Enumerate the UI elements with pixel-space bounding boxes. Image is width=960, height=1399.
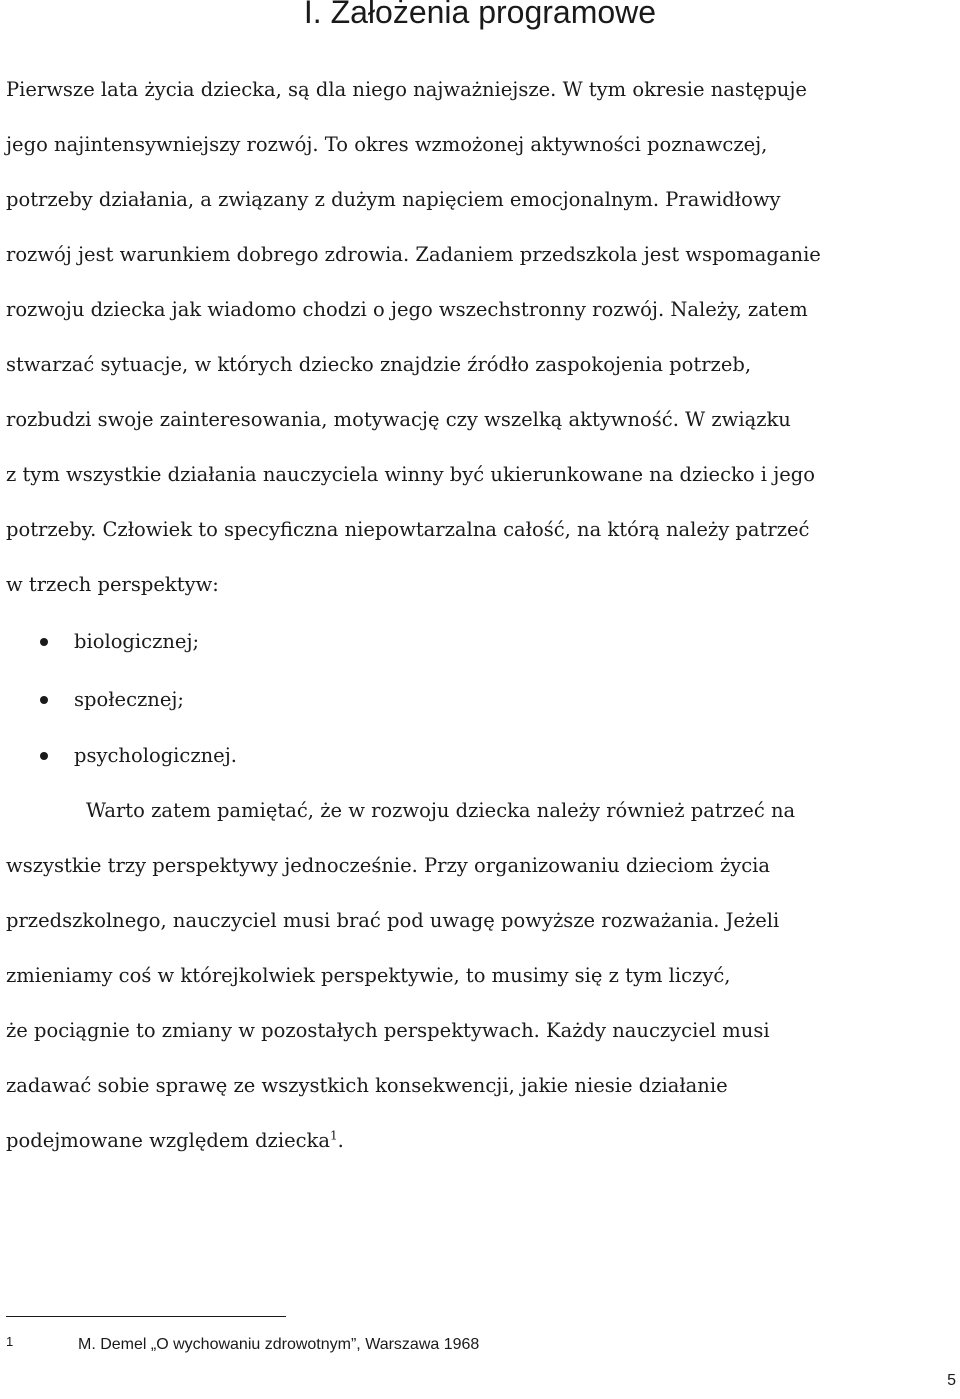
bullet-icon: [40, 696, 48, 704]
footnote-separator: [6, 1316, 286, 1317]
text-fragment: podejmowane względem dziecka: [6, 1129, 330, 1152]
text-line: że pociągnie to zmiany w pozostałych perspektywach. Każdy nauczyciel musi: [6, 1019, 770, 1042]
text-line: rozwój jest warunkiem dobrego zdrowia. Zadaniem przedszkola jest wspomaganie: [6, 243, 821, 266]
footnote-reference[interactable]: 1: [329, 1128, 338, 1143]
list-item-label: społecznej;: [74, 688, 185, 711]
text-line: potrzeby. Człowiek to specyficzna niepowtarzalna całość, na którą należy patrzeć: [6, 518, 810, 541]
page-number: 5: [947, 1372, 956, 1389]
text-line: stwarzać sytuacje, w których dziecko znajdzie źródło zaspokojenia potrzeb,: [6, 353, 752, 376]
text-fragment: .: [337, 1129, 344, 1152]
text-line: przedszkolnego, nauczyciel musi brać pod uwagę powyższe rozważania. Jeżeli: [6, 909, 780, 932]
bullet-icon: [40, 752, 48, 760]
list-item-label: psychologicznej.: [74, 744, 237, 767]
text-line: z tym wszystkie działania nauczyciela winny być ukierunkowane na dziecko i jego: [6, 463, 816, 486]
section-heading: I. Założenia programowe: [303, 0, 657, 30]
text-line: wszystkie trzy perspektywy jednocześnie. Przy organizowaniu dzieciom życia: [6, 854, 771, 877]
text-line: Pierwsze lata życia dziecka, są dla niego najważniejsze. W tym okresie następuje: [6, 78, 807, 101]
list-item-label: biologicznej;: [74, 630, 200, 653]
text-line: rozbudzi swoje zainteresowania, motywację czy wszelką aktywność. W związku: [6, 408, 791, 431]
text-line: zmieniamy coś w którejkolwiek perspektywie, to musimy się z tym liczyć,: [6, 964, 731, 987]
footnote-number: 1: [6, 1334, 14, 1349]
text-line: jego najintensywniejszy rozwój. To okres wzmożonej aktywności poznawczej,: [6, 133, 768, 156]
bullet-icon: [40, 638, 48, 646]
text-line: Warto zatem pamiętać, że w rozwoju dziecka należy również patrzeć na: [86, 799, 796, 822]
text-line: zadawać sobie sprawę ze wszystkich konsekwencji, jakie niesie działanie: [6, 1074, 728, 1097]
text-line: rozwoju dziecka jak wiadomo chodzi o jego wszechstronny rozwój. Należy, zatem: [6, 298, 808, 321]
text-line: w trzech perspektyw:: [6, 573, 219, 596]
text-line: potrzeby działania, a związany z dużym napięciem emocjonalnym. Prawidłowy: [6, 188, 781, 211]
text-line-last: [6, 1126, 956, 1156]
footnote-text: M. Demel „O wychowaniu zdrowotnym”, Warszawa 1968: [78, 1336, 480, 1353]
